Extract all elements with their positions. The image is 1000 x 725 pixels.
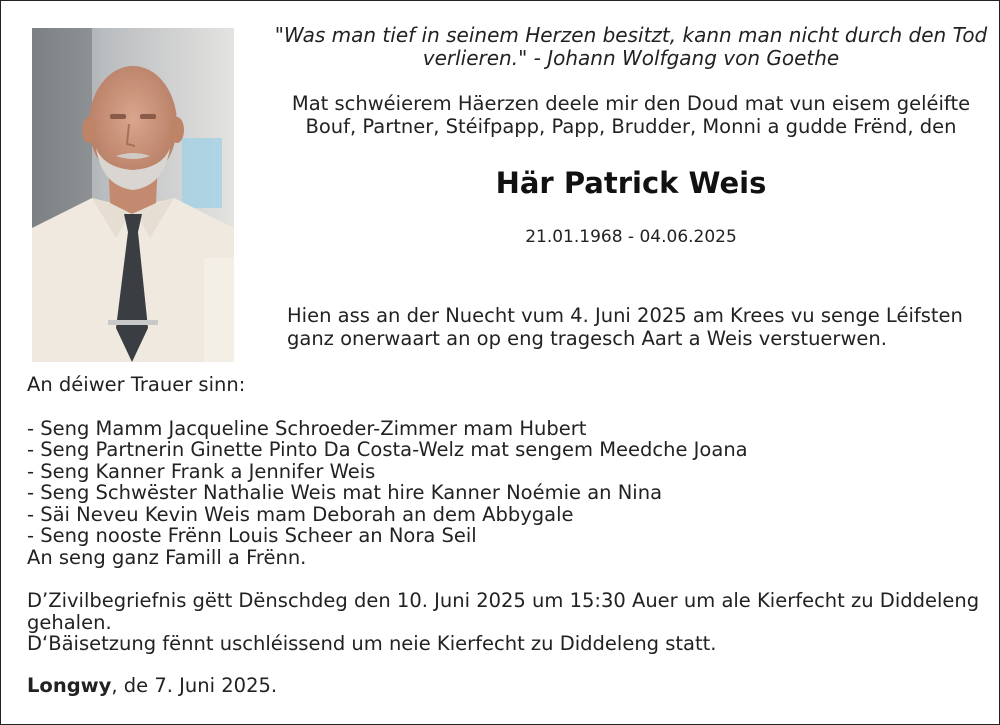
deceased-name: Här Patrick Weis [495,166,767,200]
burial-notice: D‘Bäisetzung fënnt uschléissend um neie Kierfecht zu Diddeleng statt. [27,632,717,655]
signature-city: Longwy [27,673,112,697]
mourner-item: - Seng nooste Frënn Louis Scheer an Nora Seil [27,524,477,547]
signature-date: , de 7. Juni 2025. [111,673,278,697]
portrait-photo [32,28,234,362]
mourner-item: - Seng Kanner Frank a Jennifer Weis [27,459,376,483]
quote-line-1: "Was man tief in seinem Herzen besitzt, kann man nicht durch den Tod [274,23,988,47]
death-line-1: Hien ass an der Nuecht vum 4. Juni 2025 am Krees vu senge Léifsten [287,304,963,327]
quote-line-2: verlieren." - Johann Wolfgang von Goethe [422,46,840,70]
mourner-item: - Säi Neveu Kevin Weis mam Deborah an dem Abbygale [27,502,574,526]
announcement-intro [262,92,1000,138]
mourners-heading: An déiwer Trauer sinn: [27,373,246,396]
mourner-item: - Seng Schwëster Nathalie Weis mat hire Kanner Noémie an Nina [27,481,663,504]
goethe-quote [262,24,1000,70]
life-dates: 21.01.1968 - 04.06.2025 [525,227,737,247]
signature-line [27,675,987,697]
civil-ceremony-line-1: D’Zivilbegriefnis gëtt Dënschdeg den 10. Juni 2025 um 15:30 Auer um ale Kierfecht zu Diddeleng [27,589,980,612]
portrait-illustration [32,28,234,362]
mourners-closing: An seng ganz Famill a Frënn. [27,545,307,569]
mourner-item: - Seng Partnerin Ginette Pinto Da Costa-Welz mat sengem Meedche Joana [27,438,748,461]
obituary-body [27,374,987,696]
death-notice [287,304,987,350]
death-line-2: ganz onerwaart an op eng tragesch Aart a Weis verstuerwen. [287,327,887,350]
mourner-item: - Seng Mamm Jacqueline Schroeder-Zimmer mam Hubert [27,416,587,440]
intro-line-1: Mat schwéierem Häerzen deele mir den Doud mat vun eisem geléifte [291,92,971,115]
intro-line-2: Bouf, Partner, Stéifpapp, Papp, Brudder, Monni a gudde Frënd, den [305,115,957,138]
civil-ceremony-line-2: gehalen. [27,610,112,634]
